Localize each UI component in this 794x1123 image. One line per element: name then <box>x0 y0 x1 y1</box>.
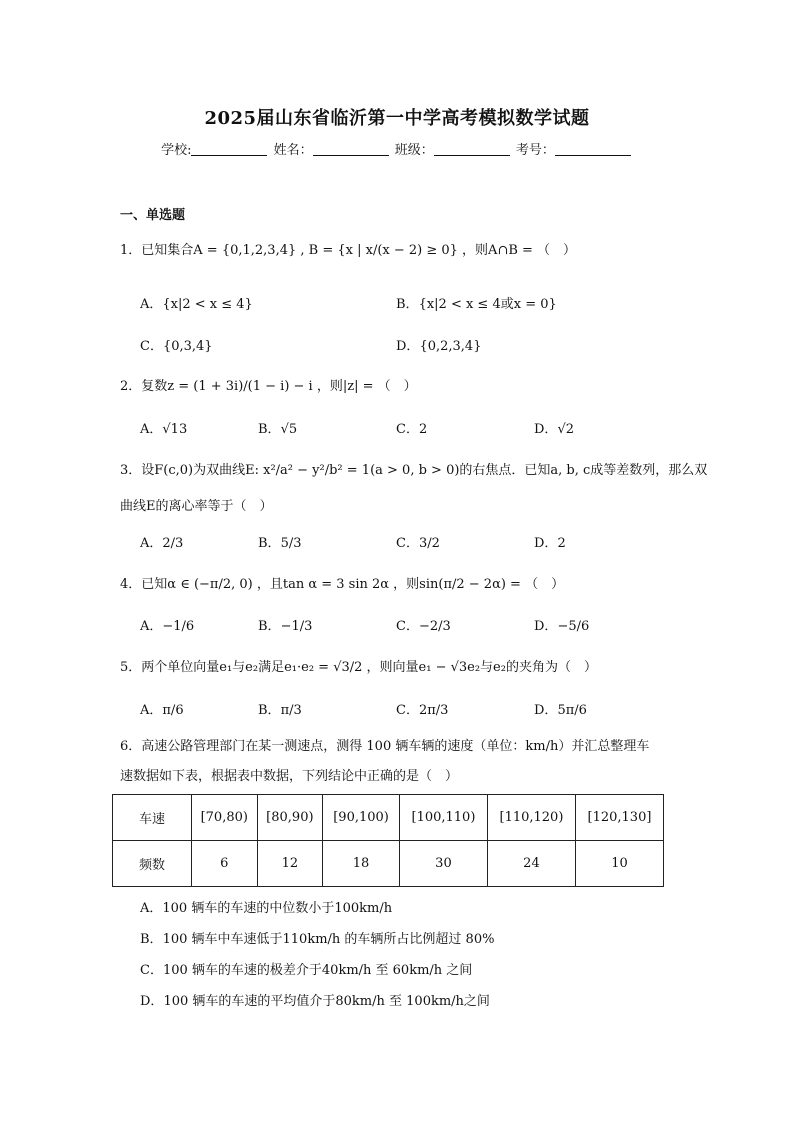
q4-option-c[interactable] <box>396 618 451 636</box>
option-text: √13 <box>162 422 188 437</box>
q6-option-c[interactable] <box>140 959 472 978</box>
school-blank[interactable] <box>191 142 267 156</box>
page-title: 2025届山东省临沂第一中学高考模拟数学试题 <box>204 108 590 129</box>
option-text: 5π/6 <box>557 703 587 718</box>
option-text: 2 <box>418 422 428 437</box>
option-label: C． <box>396 536 419 551</box>
option-label: B． <box>258 536 281 551</box>
q1-option-d[interactable] <box>396 338 481 356</box>
option-text: 2 <box>557 536 566 551</box>
name-label: 姓名： <box>273 143 313 158</box>
option-text: 3/2 <box>418 536 440 551</box>
q6-option-b[interactable] <box>140 928 494 947</box>
option-text: 2/3 <box>162 536 184 551</box>
option-text: −1/6 <box>162 619 195 634</box>
option-label: D． <box>534 422 558 437</box>
q4-option-a[interactable] <box>140 618 194 636</box>
section-title: 一、单选题 <box>120 208 186 223</box>
option-label: A． <box>140 703 163 718</box>
question-stem-line2: 曲线E的离心率等于（ ） <box>120 499 273 514</box>
option-text: 100 辆车中车速低于110km/h 的车辆所占比例超过 80% <box>162 932 495 947</box>
option-label: C． <box>140 963 163 978</box>
table-header-frequency: 频数 <box>113 841 192 887</box>
option-text: π/3 <box>280 703 302 718</box>
question-3-cont <box>120 498 273 516</box>
option-text: √2 <box>557 422 574 437</box>
question-number: 5． <box>120 660 142 675</box>
option-label: C． <box>396 703 419 718</box>
option-text: 100 辆车的车速的平均值介于80km/h 至 100km/h之间 <box>163 994 490 1009</box>
question-number: 3． <box>120 463 142 478</box>
q4-option-b[interactable] <box>258 618 312 636</box>
option-text: −5/6 <box>557 619 590 634</box>
exam-no-blank[interactable] <box>555 142 631 156</box>
speed-table <box>112 794 664 887</box>
q2-option-b[interactable] <box>258 421 297 439</box>
table-cell: [110,120) <box>487 795 575 841</box>
q5-option-d[interactable] <box>534 702 587 720</box>
question-number: 2． <box>120 379 142 394</box>
table-cell: [100,110) <box>399 795 487 841</box>
option-text: 100 辆车的车速的中位数小于100km/h <box>162 901 393 916</box>
name-blank[interactable] <box>313 142 389 156</box>
table-cell: [80,90) <box>257 795 323 841</box>
option-label: C． <box>396 619 419 634</box>
table-cell: [120,130] <box>575 795 663 841</box>
table-cell: [70,80) <box>192 795 258 841</box>
question-number: 4． <box>120 577 142 592</box>
table-cell: 6 <box>192 841 258 887</box>
option-label: A． <box>140 297 163 312</box>
q5-option-c[interactable] <box>396 702 448 720</box>
question-stem-line2: 速数据如下表，根据表中数据，下列结论中正确的是（ ） <box>120 769 459 784</box>
table-cell: 10 <box>575 841 663 887</box>
option-text: {0,2,3,4} <box>419 339 482 354</box>
option-label: D． <box>140 994 164 1009</box>
option-text: 2π/3 <box>418 703 449 718</box>
q2-option-d[interactable] <box>534 421 574 439</box>
question-stem-line1: 高速公路管理部门在某一测速点，测得 100 辆车辆的速度（单位：km/h）并汇总整理车 <box>141 739 650 754</box>
option-text: {0,3,4} <box>162 339 213 354</box>
q3-option-a[interactable] <box>140 535 183 553</box>
option-label: B． <box>258 703 281 718</box>
table-header-speed: 车速 <box>113 795 192 841</box>
q6-option-d[interactable] <box>140 990 490 1009</box>
exam-no-label: 考号： <box>515 143 555 158</box>
table-cell: 18 <box>323 841 400 887</box>
question-stem-line1: 设F(c,0)为双曲线E: x²/a² − y²/b² = 1(a > 0, b > 0)的右焦点．已知a, b, c成等差数列，那么双 <box>141 463 708 478</box>
q1-option-c[interactable] <box>140 338 213 356</box>
option-text: 100 辆车的车速的极差介于40km/h 至 60km/h 之间 <box>162 963 473 978</box>
table-row <box>113 841 664 887</box>
q1-option-a[interactable] <box>140 296 253 314</box>
q2-option-a[interactable] <box>140 421 187 439</box>
table-cell: 24 <box>487 841 575 887</box>
option-label: A． <box>140 619 163 634</box>
option-label: D． <box>534 619 558 634</box>
question-stem: 两个单位向量e₁与e₂满足e₁·e₂ = √3/2 ，则向量e₁ − √3e₂与e₂的夹角为（ ） <box>141 660 597 675</box>
q4-option-d[interactable] <box>534 618 589 636</box>
option-text: −2/3 <box>418 619 451 634</box>
option-label: B． <box>396 297 419 312</box>
option-text: {x|2 < x ≤ 4} <box>162 297 253 312</box>
question-5 <box>120 659 597 677</box>
q1-option-b[interactable] <box>396 296 557 314</box>
student-info-line <box>0 139 794 158</box>
option-label: A． <box>140 422 163 437</box>
question-6-cont <box>120 768 458 786</box>
option-label: B． <box>258 619 281 634</box>
question-stem: 已知集合A = {0,1,2,3,4} , B = {x | x/(x − 2) ≥ 0} ，则A∩B = （ ） <box>141 243 577 258</box>
question-6 <box>120 738 649 756</box>
q3-option-c[interactable] <box>396 535 440 553</box>
option-label: D． <box>534 536 558 551</box>
table-cell: 12 <box>257 841 323 887</box>
table-cell: 30 <box>399 841 487 887</box>
option-label: C． <box>140 339 163 354</box>
option-text: {x|2 < x ≤ 4或x = 0} <box>418 297 557 312</box>
option-label: D． <box>534 703 558 718</box>
q5-option-b[interactable] <box>258 702 302 720</box>
question-4 <box>120 576 564 594</box>
option-label: C． <box>396 422 419 437</box>
q6-option-a[interactable] <box>140 897 392 916</box>
option-label: A． <box>140 901 163 916</box>
option-label: D． <box>396 339 420 354</box>
option-text: −1/3 <box>280 619 313 634</box>
question-number: 1． <box>120 243 142 258</box>
question-1 <box>120 242 576 260</box>
q3-option-b[interactable] <box>258 535 301 553</box>
q5-option-a[interactable] <box>140 702 184 720</box>
option-label: B． <box>140 932 163 947</box>
option-text: π/6 <box>162 703 184 718</box>
option-text: √5 <box>280 422 298 437</box>
school-label: 学校: <box>161 143 192 158</box>
question-stem: 复数z = (1 + 3i)/(1 − i) − i ，则|z| = （ ） <box>141 379 417 394</box>
option-label: A． <box>140 536 163 551</box>
question-stem: 已知α ∈ (−π/2, 0) ，且tan α = 3 sin 2α ，则sin(π/2 − 2α) = （ ） <box>141 577 565 592</box>
q3-option-d[interactable] <box>534 535 566 553</box>
table-cell: [90,100) <box>323 795 400 841</box>
class-blank[interactable] <box>434 142 510 156</box>
option-label: B． <box>258 422 281 437</box>
q2-option-c[interactable] <box>396 421 427 439</box>
option-text: 5/3 <box>280 536 302 551</box>
class-label: 班级： <box>394 143 434 158</box>
question-number: 6． <box>120 739 142 754</box>
table-row <box>113 795 664 841</box>
question-3 <box>120 462 707 480</box>
question-2 <box>120 378 417 396</box>
